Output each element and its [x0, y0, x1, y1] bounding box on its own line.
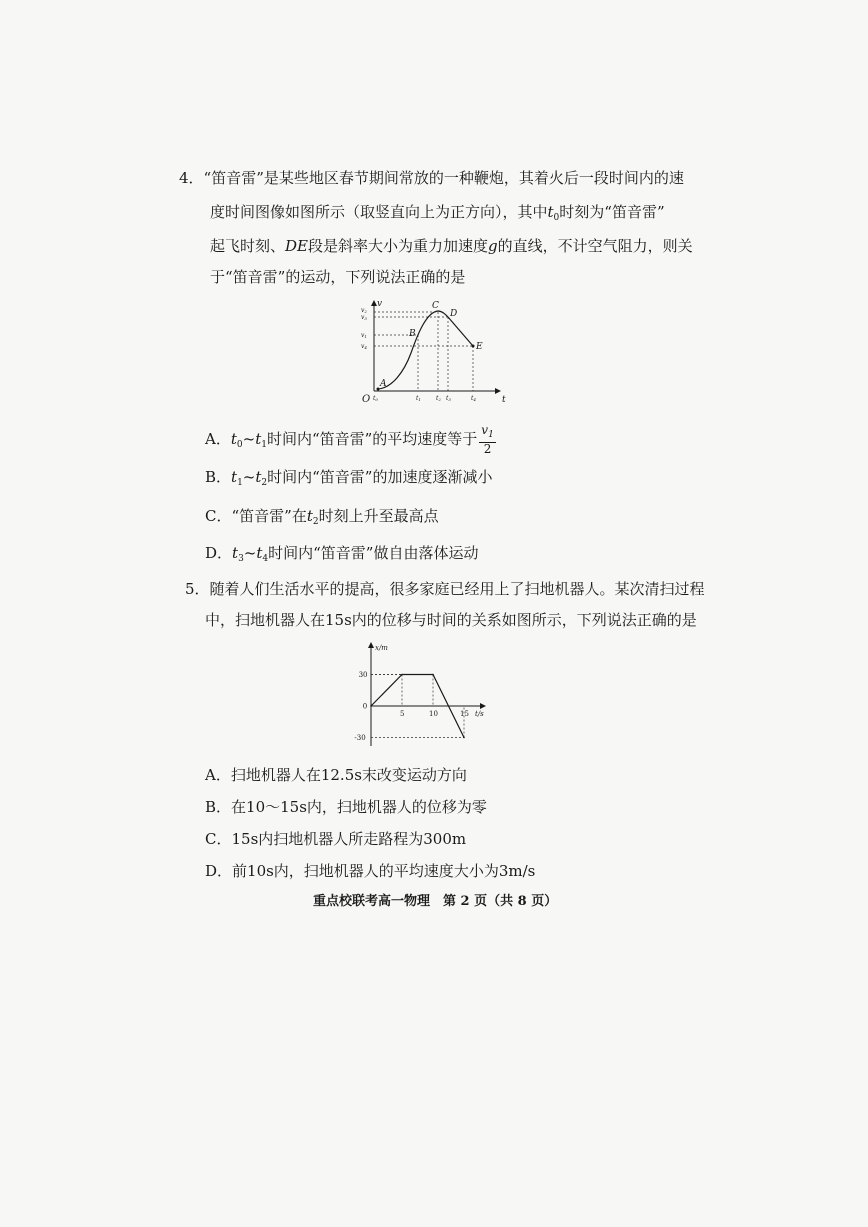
q4-line3: 起飞时刻、DE段是斜率大小为重力加速度g的直线，不计空气阻力，则关 — [210, 237, 693, 255]
page-footer: 重点校联考高一物理 第 2 页（共 8 页） — [313, 894, 558, 909]
xt-xlabel: t/s — [475, 710, 484, 718]
svg-text:t1: t1 — [416, 395, 421, 402]
q4-number: 4． — [179, 169, 204, 187]
xt-ytick--30: -30 — [354, 734, 366, 742]
svg-text:E: E — [476, 342, 483, 352]
fraction-v1-over-2: $\frac{v_1}{2}$ — [481, 423, 494, 456]
xt-ytick-30: 30 — [358, 671, 368, 679]
q4-option-b[interactable]: B．$t_1\sim t_2$时间内“笛音雷”的加速度逐渐减小 — [205, 468, 493, 488]
q4-option-a[interactable]: A．$t_0\sim t_1$时间内“笛音雷”的平均速度等于 $\frac{v_1}{2}$ — [205, 423, 494, 456]
svg-text:C: C — [432, 301, 439, 311]
svg-text:v4: v4 — [361, 343, 367, 350]
q4-line4: 于“笛音雷”的运动，下列说法正确的是 — [210, 268, 466, 286]
q5-option-d[interactable]: D．前10s内，扫地机器人的平均速度大小为3m/s — [205, 862, 536, 880]
q5-option-b[interactable]: B．在10～15s内，扫地机器人的位移为零 — [205, 798, 487, 816]
xt-point-2 — [432, 674, 434, 676]
svg-text:t4: t4 — [471, 395, 476, 402]
q4-option-d[interactable]: D．$t_3\sim t_4$时间内“笛音雷”做自由落体运动 — [205, 544, 479, 564]
svg-text:D: D — [450, 309, 458, 319]
xt-point-1 — [401, 674, 403, 676]
svg-text:B: B — [409, 329, 416, 339]
q5-option-c[interactable]: C．15s内扫地机器人所走路程为300m — [205, 830, 467, 848]
q4-line2: 度时间图像如图所示（取竖直向上为正方向），其中$t_0$时刻为“笛音雷” — [210, 203, 665, 223]
q4-vt-graph — [360, 298, 510, 406]
svg-text:O: O — [362, 394, 371, 405]
svg-text:t3: t3 — [446, 395, 451, 402]
svg-text:v2: v2 — [361, 307, 367, 314]
xt-ytick-0: 0 — [362, 702, 368, 711]
q5-option-a[interactable]: A．扫地机器人在12.5s末改变运动方向 — [205, 766, 467, 784]
svg-text:A: A — [380, 379, 387, 389]
xt-point-0 — [370, 705, 372, 707]
q5-xt-chart — [345, 640, 495, 750]
xt-xtick-5: 5 — [400, 710, 405, 718]
xt-point-3 — [463, 737, 465, 739]
svg-text:v3: v3 — [361, 314, 367, 321]
svg-text:t0: t0 — [373, 395, 378, 402]
xt-xtick-15: 15 — [460, 710, 469, 718]
xt-ylabel: x/m — [375, 644, 388, 652]
q5-line2: 中，扫地机器人在15s内的位移与时间的关系如图所示，下列说法正确的是 — [205, 611, 697, 629]
svg-text:v1: v1 — [361, 332, 367, 339]
svg-text:t2: t2 — [436, 395, 441, 402]
xt-xtick-10: 10 — [429, 710, 438, 718]
q4-option-c[interactable]: C．“笛音雷”在$t_2$时刻上升至最高点 — [205, 507, 439, 527]
q5-number: 5． — [185, 580, 210, 598]
vt-curve — [378, 311, 473, 389]
q5-line1: 5．随着人们生活水平的提高，很多家庭已经用上了扫地机器人。某次清扫过程 — [185, 580, 705, 598]
svg-text:t: t — [502, 395, 506, 405]
svg-text:v: v — [377, 299, 383, 309]
q4-line1: 4．“笛音雷”是某些地区春节期间常放的一种鞭炮，其着火后一段时间内的速 — [179, 169, 684, 187]
